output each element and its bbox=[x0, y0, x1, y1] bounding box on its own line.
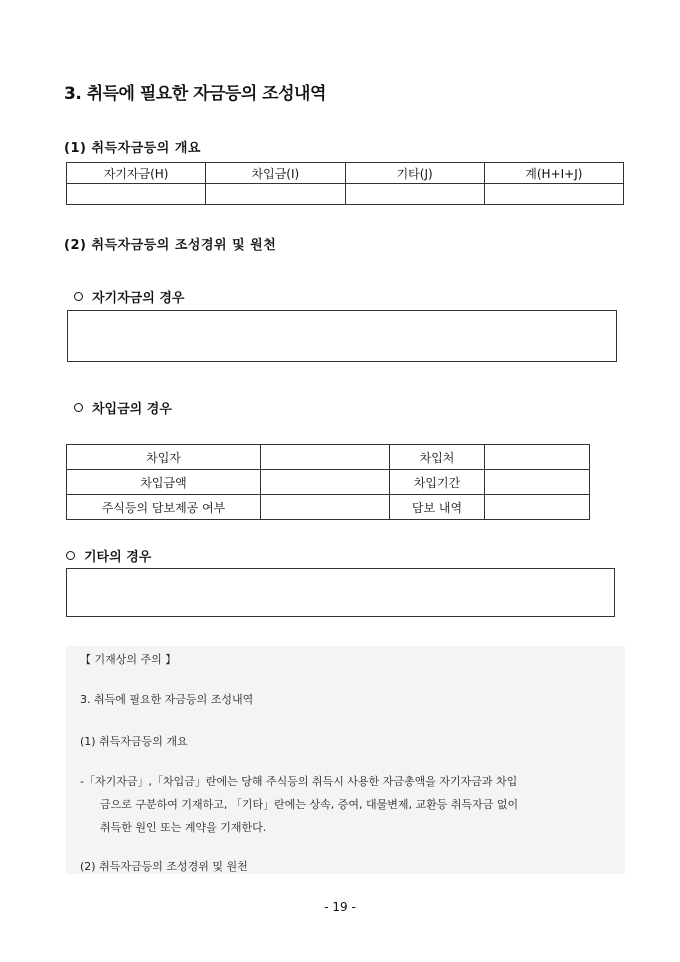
loan-period-value[interactable] bbox=[485, 470, 590, 495]
loan-label: 차입금의 경우 bbox=[74, 398, 172, 417]
section2-heading: (2) 취득자금등의 조성경위 및 원천 bbox=[64, 238, 277, 253]
other-textbox[interactable] bbox=[66, 568, 615, 617]
note-line: (2) 취득자금등의 조성경위 및 원천 bbox=[80, 860, 248, 873]
collateral-details-label: 담보 내역 bbox=[390, 495, 485, 520]
circle-bullet-icon bbox=[74, 292, 83, 301]
other-label: 기타의 경우 bbox=[66, 546, 151, 565]
loan-amount-label: 차입금액 bbox=[67, 470, 261, 495]
instructions-note bbox=[66, 646, 625, 874]
loan-amount-value[interactable] bbox=[261, 470, 390, 495]
collateral-provided-value[interactable] bbox=[261, 495, 390, 520]
total-cell[interactable] bbox=[484, 184, 623, 205]
note-line: 금으로 구분하여 기재하고, 「기타」란에는 상속, 증여, 대물변제, 교환등 취득자금 없이 bbox=[100, 798, 519, 811]
col-total: 계(H+I+J) bbox=[484, 163, 623, 184]
circle-bullet-icon bbox=[74, 403, 83, 412]
note-line: -「자기자금」,「차입금」란에는 당해 주식등의 취득시 사용한 자금총액을 자기자금과 차입 bbox=[80, 775, 518, 788]
borrower-label: 차입자 bbox=[67, 445, 261, 470]
page-number: - 19 - bbox=[324, 900, 356, 914]
col-own-funds: 자기자금(H) bbox=[67, 163, 206, 184]
lender-value[interactable] bbox=[485, 445, 590, 470]
collateral-details-value[interactable] bbox=[485, 495, 590, 520]
loan-period-label: 차입기간 bbox=[390, 470, 485, 495]
own-funds-label: 자기자금의 경우 bbox=[74, 287, 184, 306]
own-funds-textbox[interactable] bbox=[67, 310, 617, 362]
own-funds-cell[interactable] bbox=[67, 184, 206, 205]
funds-summary-table bbox=[66, 162, 624, 205]
circle-bullet-icon bbox=[66, 551, 75, 560]
page-title: 3. 취득에 필요한 자금등의 조성내역 bbox=[64, 84, 326, 104]
note-line: 취득한 원인 또는 계약을 기재한다. bbox=[100, 821, 267, 834]
borrower-value[interactable] bbox=[261, 445, 390, 470]
note-line: 3. 취득에 필요한 자금등의 조성내역 bbox=[80, 693, 254, 706]
col-other: 기타(J) bbox=[345, 163, 484, 184]
note-header: 【 기재상의 주의 】 bbox=[80, 653, 177, 666]
collateral-provided-label: 주식등의 담보제공 여부 bbox=[67, 495, 261, 520]
loan-detail-table bbox=[66, 444, 590, 520]
section1-heading: (1) 취득자금등의 개요 bbox=[64, 141, 201, 156]
note-line: (1) 취득자금등의 개요 bbox=[80, 735, 188, 748]
other-cell[interactable] bbox=[345, 184, 484, 205]
loan-cell[interactable] bbox=[206, 184, 345, 205]
col-loan: 차입금(I) bbox=[206, 163, 345, 184]
lender-label: 차입처 bbox=[390, 445, 485, 470]
